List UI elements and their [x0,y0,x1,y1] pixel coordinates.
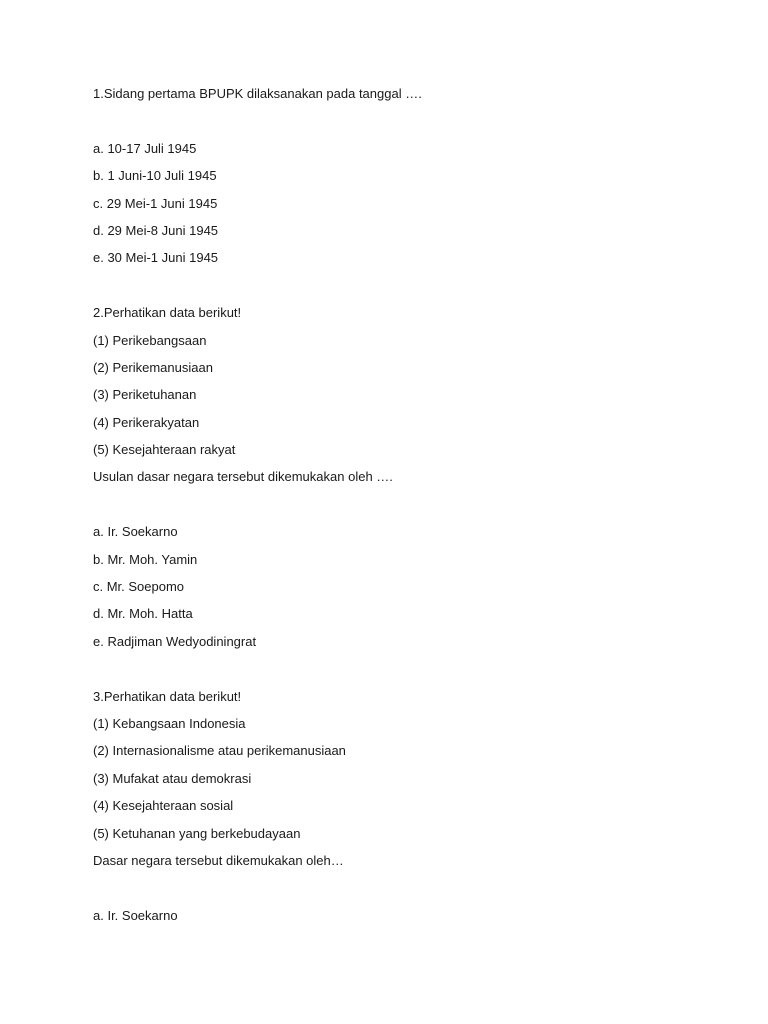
question-2-option-b: b. Mr. Moh. Yamin [93,551,198,567]
spacer [93,880,713,907]
spacer [93,113,713,140]
question-3-item-2: (2) Internasionalisme atau perikemanusiaan [93,743,346,759]
question-1-prompt: 1.Sidang pertama BPUPK dilaksanakan pada tanggal …. [93,86,422,101]
question-2-option-a: a. Ir. Soekarno [93,524,178,540]
question-3-option-a: a. Ir. Soekarno [93,907,178,923]
question-3-item-5: (5) Ketuhanan yang berkebudayaan [93,825,301,841]
question-2-item-5: (5) Kesejahteraan rakyat [93,442,236,458]
question-3-item-3: (3) Mufakat atau demokrasi [93,770,252,786]
question-1-option-d: d. 29 Mei-8 Juni 1945 [93,222,219,238]
question-2-option-d: d. Mr. Moh. Hatta [93,606,193,622]
spacer [93,278,713,305]
question-1-option-b: b. 1 Juni-10 Juli 1945 [93,168,217,184]
question-3-item-1: (1) Kebangsaan Indonesia [93,715,246,731]
question-2-option-e: e. Radjiman Wedyodiningrat [93,633,257,649]
question-2-option-c: c. Mr. Soepomo [93,579,185,595]
question-2-prompt: 2.Perhatikan data berikut! [93,305,242,321]
question-3-followup: Dasar negara tersebut dikemukakan oleh… [93,852,344,868]
question-1-option-e: e. 30 Mei-1 Juni 1945 [93,250,219,266]
question-1-option-a: a. 10-17 Juli 1945 [93,140,197,156]
question-3-item-4: (4) Kesejahteraan sosial [93,798,234,814]
question-2-item-4: (4) Perikerakyatan [93,414,200,430]
question-2-followup: Usulan dasar negara tersebut dikemukakan oleh …. [93,469,393,485]
spacer [93,661,713,688]
question-2-item-1: (1) Perikebangsaan [93,332,207,348]
question-2-item-3: (3) Periketuhanan [93,387,197,403]
question-1-option-c: c. 29 Mei-1 Juni 1945 [93,195,218,211]
spacer [93,497,713,524]
question-3-prompt: 3.Perhatikan data berikut! [93,688,242,704]
question-2-item-2: (2) Perikemanusiaan [93,359,213,375]
document-content [93,86,713,935]
